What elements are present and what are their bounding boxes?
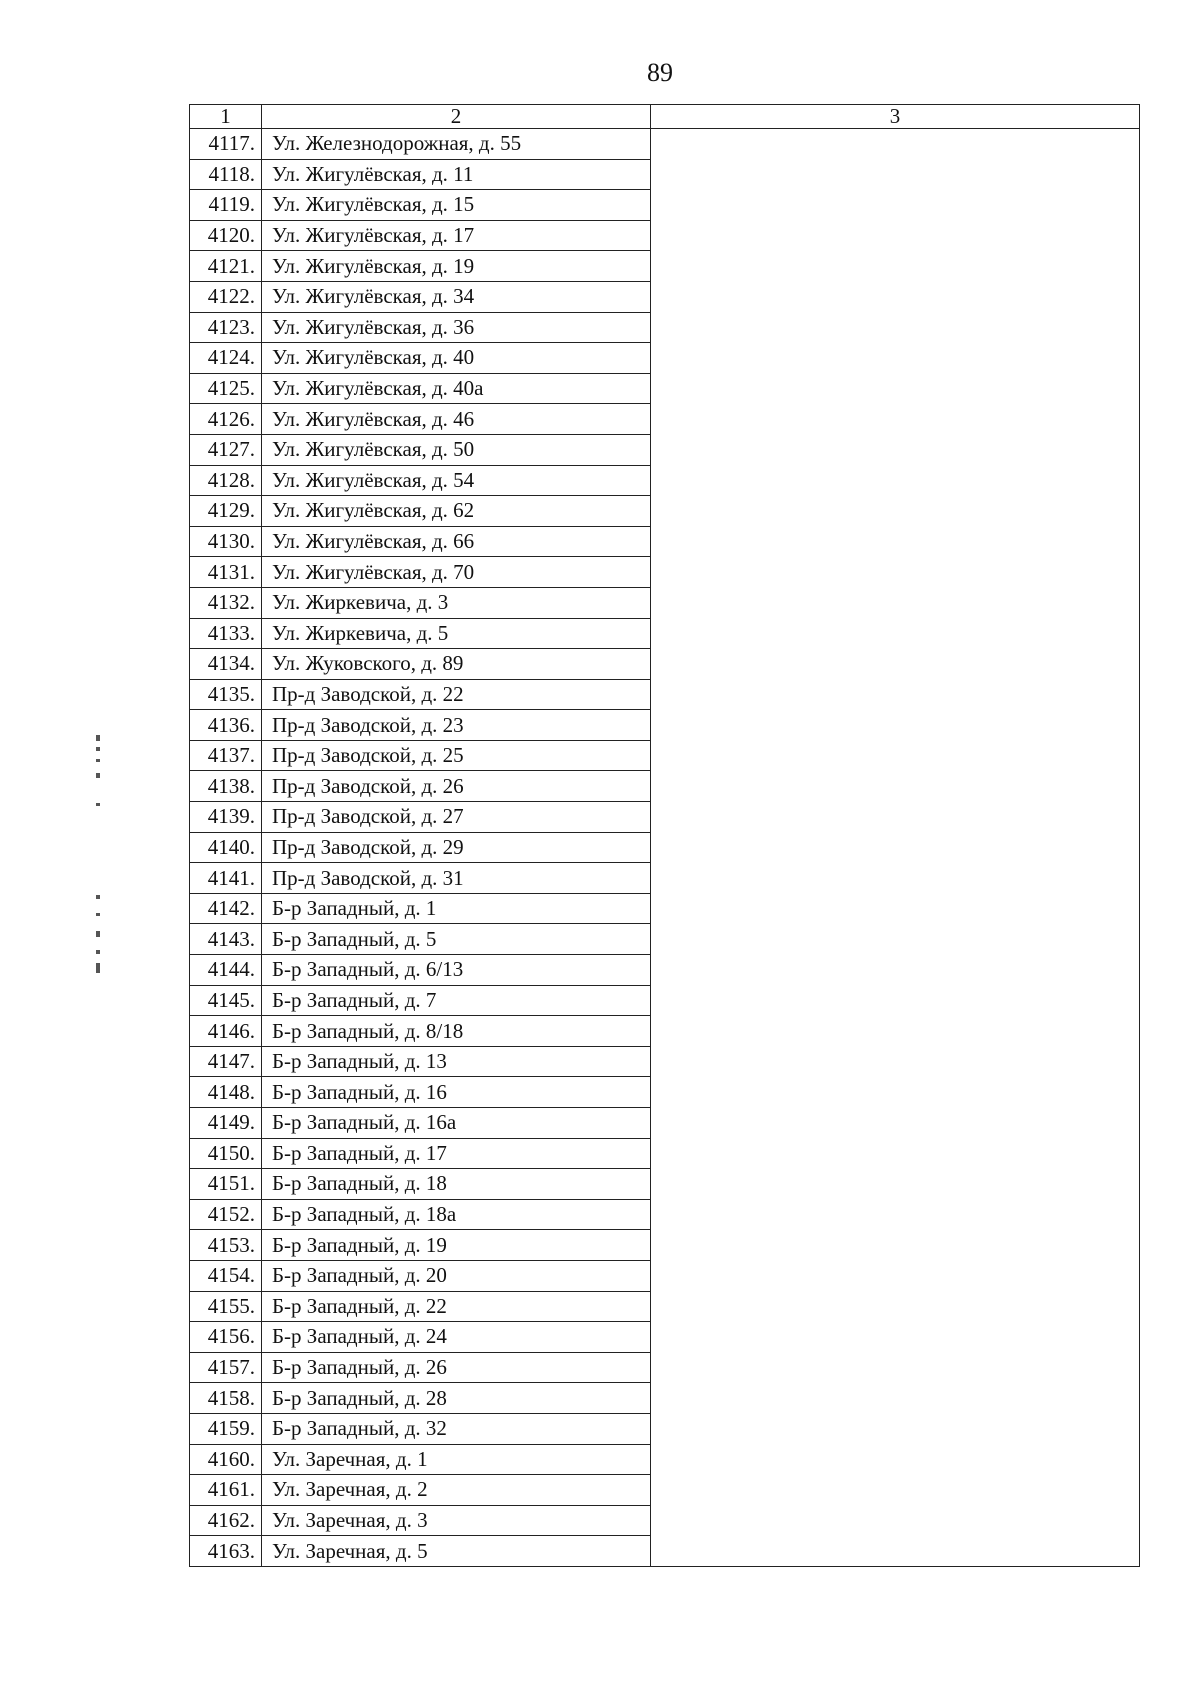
row-number: 4141. [190,863,262,894]
row-address: Ул. Заречная, д. 2 [262,1475,651,1506]
margin-scan-marks [92,735,106,975]
row-address: Б-р Западный, д. 26 [262,1352,651,1383]
row-address: Ул. Жуковского, д. 89 [262,649,651,680]
row-address: Ул. Заречная, д. 3 [262,1505,651,1536]
row-address: Ул. Жигулёвская, д. 62 [262,496,651,527]
row-number: 4163. [190,1536,262,1567]
row-number: 4120. [190,220,262,251]
row-number: 4128. [190,465,262,496]
row-address: Б-р Западный, д. 32 [262,1413,651,1444]
header-col-2: 2 [262,105,651,129]
row-number: 4160. [190,1444,262,1475]
row-number: 4142. [190,893,262,924]
row-number: 4159. [190,1413,262,1444]
row-address: Б-р Западный, д. 20 [262,1260,651,1291]
row-address: Ул. Жигулёвская, д. 66 [262,526,651,557]
row-number: 4150. [190,1138,262,1169]
row-number: 4158. [190,1383,262,1414]
row-address: Пр-д Заводской, д. 26 [262,771,651,802]
row-address: Б-р Западный, д. 28 [262,1383,651,1414]
row-address: Б-р Западный, д. 16а [262,1108,651,1139]
row-number: 4125. [190,373,262,404]
row-number: 4151. [190,1169,262,1200]
row-number: 4121. [190,251,262,282]
row-address: Б-р Западный, д. 8/18 [262,1016,651,1047]
row-address: Ул. Железнодорожная, д. 55 [262,129,651,160]
row-address: Ул. Жиркевича, д. 3 [262,587,651,618]
row-number: 4144. [190,955,262,986]
row-address: Пр-д Заводской, д. 27 [262,802,651,833]
row-number: 4135. [190,679,262,710]
row-number: 4148. [190,1077,262,1108]
row-number: 4157. [190,1352,262,1383]
row-address: Ул. Жиркевича, д. 5 [262,618,651,649]
page-number: 89 [647,58,673,87]
row-address: Ул. Жигулёвская, д. 40 [262,343,651,374]
row-number: 4152. [190,1199,262,1230]
row-number: 4155. [190,1291,262,1322]
column-3-merged-cell [651,129,1140,1567]
row-address: Б-р Западный, д. 6/13 [262,955,651,986]
row-address: Б-р Западный, д. 7 [262,985,651,1016]
row-number: 4147. [190,1046,262,1077]
row-address: Ул. Заречная, д. 5 [262,1536,651,1567]
row-number: 4127. [190,434,262,465]
row-number: 4143. [190,924,262,955]
row-number: 4123. [190,312,262,343]
row-address: Ул. Жигулёвская, д. 36 [262,312,651,343]
row-address: Б-р Западный, д. 18 [262,1169,651,1200]
table-body [190,129,1140,1567]
row-address: Ул. Жигулёвская, д. 11 [262,159,651,190]
row-number: 4156. [190,1322,262,1353]
row-address: Пр-д Заводской, д. 23 [262,710,651,741]
row-number: 4138. [190,771,262,802]
row-number: 4122. [190,281,262,312]
row-address: Ул. Жигулёвская, д. 54 [262,465,651,496]
row-address: Пр-д Заводской, д. 31 [262,863,651,894]
row-address: Б-р Западный, д. 16 [262,1077,651,1108]
row-address: Пр-д Заводской, д. 25 [262,740,651,771]
row-number: 4154. [190,1260,262,1291]
row-number: 4118. [190,159,262,190]
row-number: 4132. [190,587,262,618]
row-number: 4117. [190,129,262,160]
row-address: Б-р Западный, д. 17 [262,1138,651,1169]
row-number: 4140. [190,832,262,863]
row-number: 4146. [190,1016,262,1047]
row-number: 4134. [190,649,262,680]
row-address: Б-р Западный, д. 1 [262,893,651,924]
row-address: Ул. Жигулёвская, д. 70 [262,557,651,588]
row-address: Ул. Жигулёвская, д. 15 [262,190,651,221]
row-number: 4131. [190,557,262,588]
row-address: Ул. Заречная, д. 1 [262,1444,651,1475]
row-number: 4145. [190,985,262,1016]
address-table [189,104,1140,1567]
row-address: Ул. Жигулёвская, д. 40а [262,373,651,404]
row-number: 4130. [190,526,262,557]
row-address: Б-р Западный, д. 22 [262,1291,651,1322]
row-number: 4133. [190,618,262,649]
row-number: 4153. [190,1230,262,1261]
row-number: 4149. [190,1108,262,1139]
row-number: 4129. [190,496,262,527]
row-address: Б-р Западный, д. 24 [262,1322,651,1353]
row-number: 4162. [190,1505,262,1536]
table-row [190,129,1140,160]
row-number: 4119. [190,190,262,221]
row-number: 4139. [190,802,262,833]
row-address: Пр-д Заводской, д. 22 [262,679,651,710]
row-address: Ул. Жигулёвская, д. 19 [262,251,651,282]
row-address: Ул. Жигулёвская, д. 34 [262,281,651,312]
header-col-3: 3 [651,105,1140,129]
row-address: Б-р Западный, д. 18а [262,1199,651,1230]
header-row [190,105,1140,129]
row-address: Пр-д Заводской, д. 29 [262,832,651,863]
row-number: 4124. [190,343,262,374]
row-number: 4137. [190,740,262,771]
header-col-1: 1 [190,105,262,129]
row-number: 4161. [190,1475,262,1506]
row-address: Ул. Жигулёвская, д. 17 [262,220,651,251]
row-address: Б-р Западный, д. 19 [262,1230,651,1261]
row-address: Ул. Жигулёвская, д. 46 [262,404,651,435]
row-number: 4136. [190,710,262,741]
row-address: Б-р Западный, д. 5 [262,924,651,955]
row-address: Ул. Жигулёвская, д. 50 [262,434,651,465]
row-address: Б-р Западный, д. 13 [262,1046,651,1077]
row-number: 4126. [190,404,262,435]
